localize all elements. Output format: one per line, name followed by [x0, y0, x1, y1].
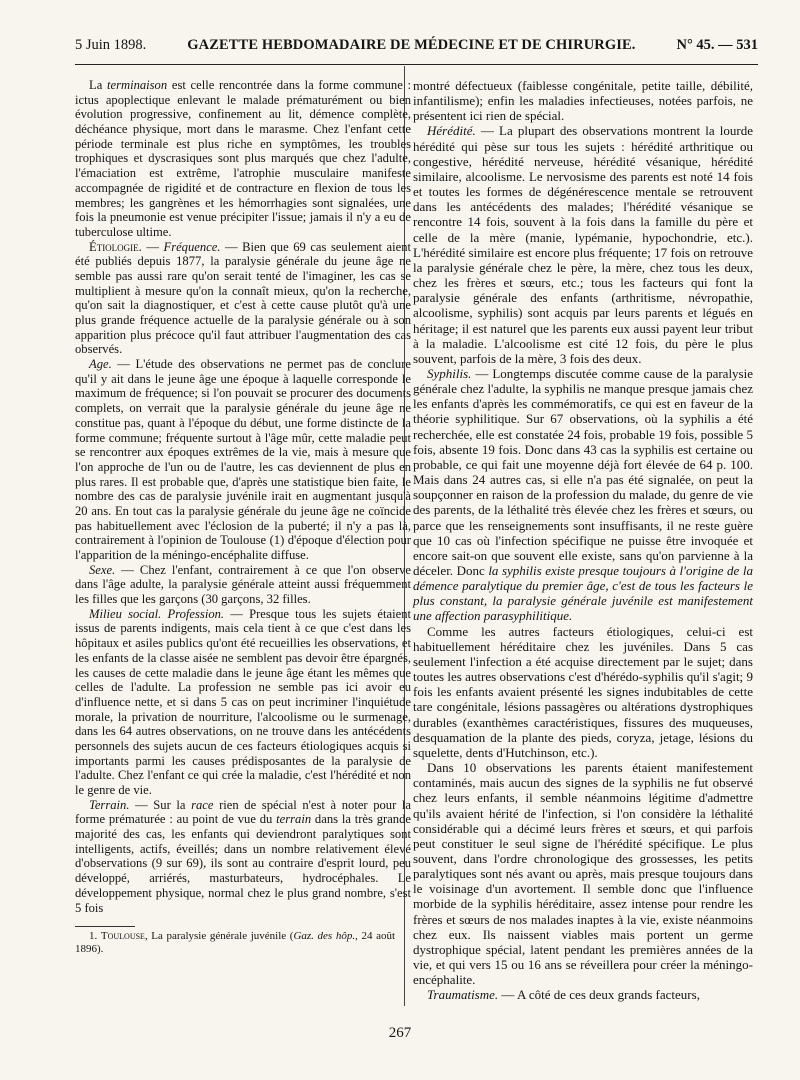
running-head	[75, 37, 758, 59]
header-rule	[75, 64, 758, 65]
issue-date: 5 Juin 1898.	[75, 37, 147, 53]
paragraph-terminaison: La terminaison est celle rencontrée dans la forme commune : ictus apoplectique enlevant le malade prématurément ou bien évolution progressive, confinement au lit, démence complète, déchéance physique, mort dans le marasme. Chez l'enfant cette période terminale est plus riche en symptômes, les troubles trophiques et dyscrasiques sont plus marqués que chez l'adulte, l'émaciation est extrême, l'atrophie musculaire manifeste accompagnée de rigidité et de contracture en flexion de tous les membres; les gangrènes et les hémorrhagies sont signalées, une fois la pneumonie est venue précipiter l'issue; jamais il n'y a eu de tuberculose ultime.	[75, 78, 412, 239]
left-column	[75, 78, 411, 915]
page-number: 267	[388, 1025, 412, 1041]
footnote-rule	[75, 926, 135, 927]
paragraph-frequence: Étiologie. — Fréquence. — Bien que 69 cas seulement aient été publiés depuis 1877, la paralysie générale du jeune âge ne semble pas aussi rare qu'on serait tenté de l'imaginer, les cas se multiplient à mesure qu'on la connaît mieux, qu'on la recherche, qu'on sait la diagnostiquer, et c'est à cette cause plutôt qu'à une plus grande fréquence actuelle de la paralysie générale ou à son apparition plus précoce qu'il faut attribuer l'augmentation des cas observés.	[75, 239, 412, 357]
paragraph-continuation: montré défectueux (faiblesse congénitale, petite taille, débilité, infantilisme); enfin les maladies infectieuses, notées parfois, ne présentent ici rien de spécial.	[413, 78, 753, 124]
paragraph-traumatisme: Traumatisme. — A côté de ces deux grands facteurs,	[427, 987, 700, 1003]
journal-title: GAZETTE HEBDOMADAIRE DE MÉDECINE ET DE CHIRURGIE.	[187, 37, 636, 53]
paragraph-heredo-syphilis: Comme les autres facteurs étiologiques, celui-ci est habituellement héréditaire chez les juvéniles. Dans 5 cas seulement l'infection a été acquise directement par le sujet; dans toutes les autres observations c'est d'hérédo-syphilis qu'il s'agit; 9 fois les enfants avaient présenté les signes indubitables de cette tare congénitale, lésions passagères ou altérations dystrophiques durables (exanthèmes caractéristiques, fissures des muqueuses, desquamation de la plante des pieds, coryza, jetage, lésions du squelette, dents d'Hutchinson, etc.).	[413, 623, 753, 760]
paragraph-parents-contamines: Dans 10 observations les parents étaient manifestement contaminés, mais aucun des signes de la syphilis ne fut observé chez leurs enfants, il semble néanmoins légitime d'admettre qu'ils avaient hérité de l'infection, si l'on considère la léthalité considérable qui a décimé leurs frères et sœurs, et qui parfois peut constituer le seul signe de l'hérédité spécifique. Le plus souvent, dans l'ordre chronologique des grossesses, les petits paralytiques sont nés avant ou après, mais presque toujours dans le voisinage d'un avortement. Il semble donc que l'influence morbide de la syphilis héréditaire, assez intense pour rendre les frères et sœurs de nos malades inaptes à la vie, existe néanmoins chez eux. Ils naissent viables mais portent un germe dystrophique spécial, latent pendant les premières années de la vie, et qui vers 15 ou 16 ans se réveillera pour créer la méningo-encéphalite.	[413, 760, 753, 988]
right-column	[413, 78, 753, 1003]
paragraph-heredite: Hérédité. — La plupart des observations montrent la lourde hérédité qui pèse sur tous les sujets : hérédité arthritique ou congestive, hérédité nerveuse, hérédité vésanique, hérédité similaire, alcoolisme. Le nervosisme des parents est noté 14 fois et toutes les formes de dégénérescence mentale se retrouvent dans les antécédents des malades; l'hérédité vésanique se rencontre 14 fois, souvent à la fois dans la famille du père et celle de la mère (manie, lypémanie, hypochondrie, etc.). L'hérédité similaire est encore plus fréquente; 17 fois on retrouve la paralysie générale chez le père, la mère, chez tous les deux, chez les frères et sœurs, etc.; tous les facteurs qui font la paralysie générale des enfants (arthritisme, névropathie, alcoolisme, syphilis) sont acquis par leurs parents et légués en héritage; il est naturel que les parents eux aussi payent leur tribut à la maladie. L'alcoolisme est cité 12 fois, du père le plus souvent, parfois de la mère, 3 fois des deux.	[413, 123, 753, 366]
footnote: 1. Toulouse, La paralysie générale juvénile (Gaz. des hôp., 24 août 1896).	[75, 930, 396, 955]
paragraph-age: Age. — L'étude des observations ne permet pas de conclure qu'il y ait dans le jeune âge une époque à laquelle corresponde le maximum de fréquence; si l'on pouvait se procurer des documents complets, on verrait que la paralysie générale du jeune âge ne constitue pas, quant à l'époque du début, une forme distincte de la forme commune; fréquente surtout à l'âge mûr, cette maladie peut se rencontrer aux époques extrêmes de la vie, mais à mesure que l'on approche de l'un ou de l'autre, les cas deviennent de plus en plus rares. Il est probable que, d'après une statistique bien faite, le nombre des cas de paralysie juvénile irait en augmentant jusqu'à 20 ans. En tout cas la paralysie générale du jeune âge ne coïncide pas habituellement avec l'éclosion de la puberté; il n'y a pas là, contrairement à l'opinion de Toulouse (1) d'époque d'élection pour l'apparition de la méningo-encéphalite diffuse.	[75, 357, 411, 562]
paragraph-terrain: Terrain. — Sur la race rien de spécial n'est à noter pour la forme prématurée : au point de vue du terrain dans la très grande majorité des cas, les enfants qui deviendront paralytiques sont intelligents, actifs, éveillés; dans un nombre relativement élevé d'observations (9 sur 69), ils sont au contraire d'esprit lourd, peu développé, arriérés, masturbateurs, hydrocéphales. Le développement physique, normal chez le plus grand nombre, s'est 5 fois	[75, 797, 411, 915]
issue-number: N° 45. — 531	[676, 37, 758, 53]
paragraph-syphilis: Syphilis. — Longtemps discutée comme cause de la paralysie générale chez l'adulte, la syphilis ne manque presque jamais chez les enfants d'après les commémoratifs, ce qui est en faveur de la théorie syphilitique. Sur 67 observations, où la syphilis a été recherchée, elle est constatée 24 fois, probable 19 fois, possible 5 fois, absente 19 fois. Donc dans 43 cas la syphilis est certaine ou probable, ce qui fait une moyenne déjà fort élevée de 64 p. 100. Mais dans 24 autres cas, si elle n'a pas été signalée, on peut la soupçonner en raison de la profession du malade, du genre de vie des parents, de la léthalité très élevée chez les frères et sœurs, ou parce que les renseignements sont insuffisants, il ne reste guère que 10 cas où l'infection spécifique ne puisse être invoquée et encore sait-on que souvent elle existe, sans qu'on parvienne à la déceler. Donc la syphilis existe presque toujours à l'origine de la démence paralytique du premier âge, c'est de tous les facteurs le plus constant, la paralysie générale juvénile est manifestement une affection parasyphilitique.	[413, 365, 753, 624]
paragraph-milieu-social: Milieu social. Profession. — Presque tous les sujets étaient issus de parents indigents, mais cela tient à ce que c'est dans les hôpitaux et asiles publics qu'ont été recueillies les observations, et les enfants de la classe aisée ne semblent pas devoir être épargnés, les causes de cette maladie dans le jeune âge étant les mêmes que celles de l'adulte. La profession ne semble pas ici avoir eu d'influence nette, et si dans 5 cas on peut incriminer l'inquiétude morale, la privation de nourriture, l'alcoolisme ou le surmenage, dans les 64 autres observations, on ne trouve dans les antécédents personnels des sujets aucun de ces facteurs étiologiques acquis si importants parmi les causes prédisposantes de la paralysie de l'adulte. Chez l'enfant ce qui crée la maladie, c'est l'hérédité et non le genre de vie.	[75, 606, 411, 797]
paragraph-sexe: Sexe. — Chez l'enfant, contrairement à ce que l'on observe dans l'âge adulte, la paralysie générale atteint aussi fréquemment les filles que les garçons (30 garçons, 32 filles.	[75, 562, 411, 607]
